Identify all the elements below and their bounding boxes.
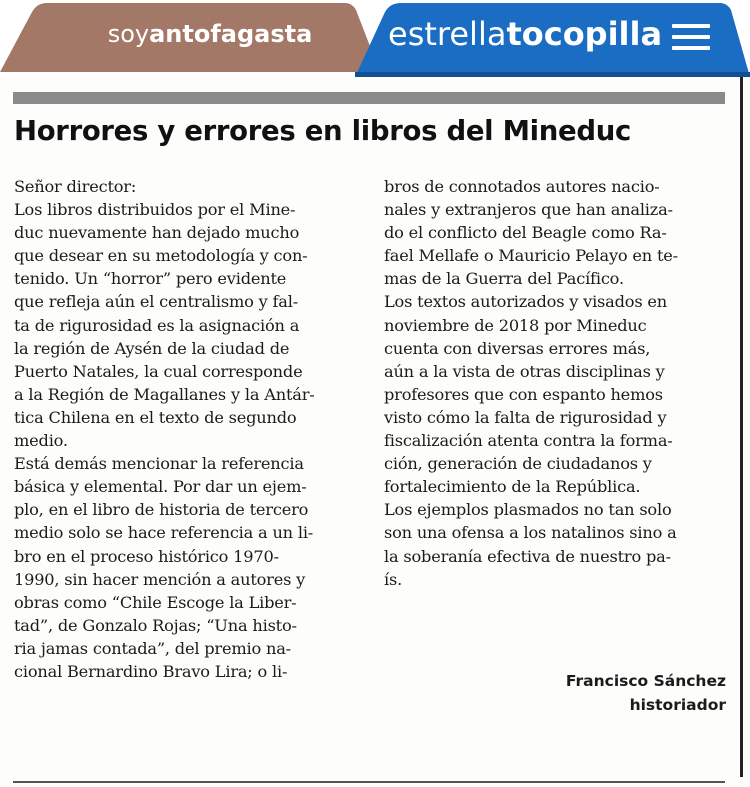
text-line: Los ejemplos plasmados no tan solo [384,500,672,520]
newspaper-clipping [0,77,750,787]
text-line: medio. [14,431,68,451]
header-rule [13,92,725,104]
text-line: tica Chilena en el texto de segundo [14,407,297,427]
text-line: duc nuevamente han dejado mucho [14,223,300,243]
text-line: aún a la vista de otras disciplinas y [384,361,665,381]
text-line: do el conflicto del Beagle como Ra- [384,223,667,243]
text-line: ción, generación de ciudadanos y [384,454,652,474]
article-right-column [384,175,729,591]
article-signature [470,669,726,717]
text-line: Señor director: [14,177,137,196]
tab-right-name: tocopilla [506,15,663,53]
text-line: tad”, de Gonzalo Rojas; “Una histo- [14,615,297,635]
menu-icon-bar [672,35,710,39]
text-line: Los textos autorizados y visados en [384,292,667,312]
text-line: cional Bernardino Bravo Lira; o li- [14,661,288,681]
text-line: obras como “Chile Escoge la Liber- [14,592,297,612]
tab-left-prefix: soy [107,20,150,48]
text-line: bro en el proceso histórico 1970- [14,546,279,566]
signature-title: historiador [629,696,726,714]
text-line: profesores que con espanto hemos [384,384,663,404]
article-left-column [14,175,359,683]
text-line: son una ofensa a los natalinos sino a [384,523,677,543]
clipping-edge [740,77,743,777]
tab-left-name: antofagasta [149,20,313,48]
footer-rule [13,781,725,783]
text-line: que refleja aún el centralismo y fal- [14,292,298,312]
text-line: cuenta con diversas errores más, [384,338,651,358]
article-headline: Horrores y errores en libros del Mineduc [14,115,632,147]
text-line: visto cómo la falta de rigurosidad y [384,407,667,427]
text-line: Puerto Natales, la cual corresponde [14,361,303,381]
text-line: ta de rigurosidad es la asignación a [14,315,300,335]
tab-estrellatocopilla-label[interactable] [388,10,678,58]
text-line: tenido. Un “horror” pero evidente [14,269,287,289]
text-line: que desear en su metodología y con- [14,246,308,266]
menu-icon-bar [672,46,710,50]
text-line: plo, en el libro de historia de tercero [14,500,309,520]
text-line: Los libros distribuidos por el Mine- [14,200,296,220]
tab-soyantofagasta-label[interactable] [70,12,350,56]
text-line: noviembre de 2018 por Mineduc [384,315,647,335]
text-line: bros de connotados autores nacio- [384,177,660,196]
hamburger-menu-icon[interactable] [672,24,710,50]
text-line: la soberanía efectiva de nuestro pa- [384,546,671,566]
tab-right-prefix: estrella [388,15,507,53]
site-tabs-bar [0,0,750,77]
text-line: la región de Aysén de la ciudad de [14,338,290,358]
signature-name: Francisco Sánchez [565,672,726,690]
text-line: básica y elemental. Por dar un ejem- [14,477,307,497]
text-line: ís. [384,569,403,589]
text-line: ria jamas contada”, del premio na- [14,638,291,658]
text-line: medio solo se hace referencia a un li- [14,523,314,543]
text-line: nales y extranjeros que han analiza- [384,200,673,220]
menu-icon-bar [672,24,710,28]
text-line: mas de la Guerra del Pacífico. [384,269,624,289]
text-line: Está demás mencionar la referencia [14,454,304,474]
text-line: fortalecimiento de la República. [384,477,641,497]
text-line: fiscalización atenta contra la forma- [384,431,673,451]
text-line: 1990, sin hacer mención a autores y [14,569,306,589]
text-line: a la Región de Magallanes y la Antár- [14,384,315,404]
text-line: fael Mellafe o Mauricio Pelayo en te- [384,246,678,266]
